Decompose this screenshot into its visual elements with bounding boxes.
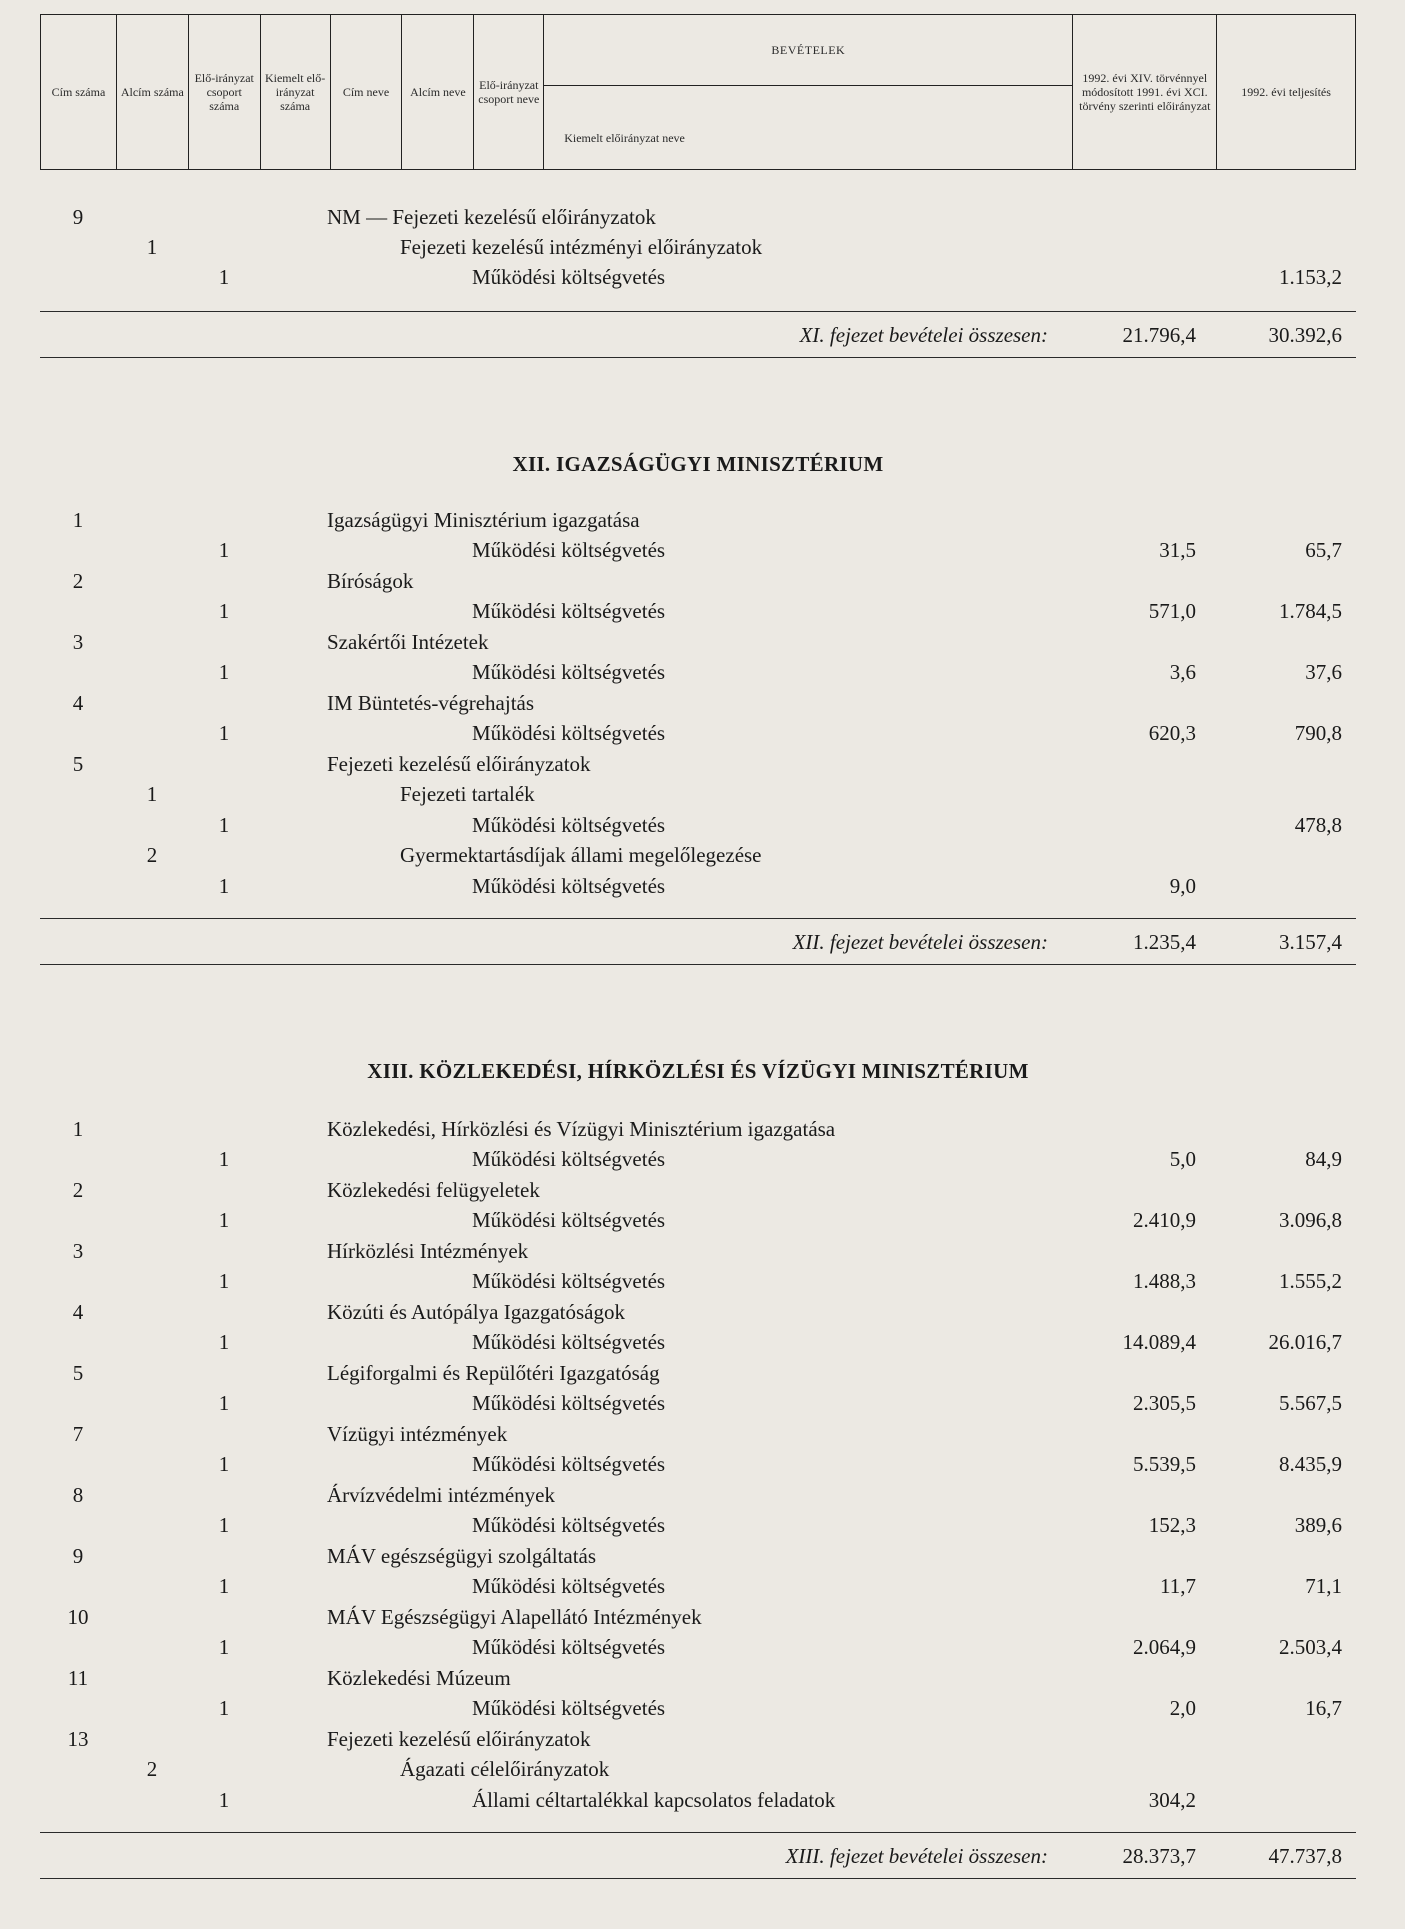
table-row xyxy=(40,840,1356,870)
cim-szama: 10 xyxy=(67,1605,89,1629)
csoport-szama: 1 xyxy=(218,1269,230,1293)
cim-szama: 3 xyxy=(72,630,84,654)
header-kiemelt-eloiranyzat-szama: Kiemelt elő-irányzat száma xyxy=(261,15,331,169)
total-eloiranyzat: 21.796,4 xyxy=(1122,323,1196,347)
row-name: Működési költségvetés xyxy=(472,813,666,837)
row-name: Működési költségvetés xyxy=(472,721,666,745)
row-name: Állami céltartalékkal kapcsolatos feladatok xyxy=(472,1788,836,1812)
table-row xyxy=(40,596,1356,626)
value-eloiranyzat: 5.539,5 xyxy=(1133,1452,1196,1476)
header-cim-neve: Cím neve xyxy=(331,15,403,169)
value-eloiranyzat: 3,6 xyxy=(1169,660,1196,684)
row-name: MÁV Egészségügyi Alapellátó Intézmények xyxy=(327,1605,702,1629)
value-eloiranyzat: 2.064,9 xyxy=(1133,1635,1196,1659)
row-name: Fejezeti kezelésű előirányzatok xyxy=(327,1727,591,1751)
divider xyxy=(40,1832,1356,1833)
row-name: Működési költségvetés xyxy=(472,1574,666,1598)
row-name: Működési költségvetés xyxy=(472,1208,666,1232)
row-name: Fejezeti kezelésű előirányzatok xyxy=(327,752,591,776)
value-teljesites: 26.016,7 xyxy=(1268,1330,1342,1354)
value-eloiranyzat: 1.488,3 xyxy=(1133,1269,1196,1293)
value-eloiranyzat: 304,2 xyxy=(1148,1788,1196,1812)
table-row xyxy=(40,1663,1356,1693)
table-row xyxy=(40,566,1356,596)
value-teljesites: 478,8 xyxy=(1294,813,1342,837)
value-eloiranyzat: 2.410,9 xyxy=(1133,1208,1196,1232)
csoport-szama: 1 xyxy=(218,660,230,684)
row-name: Működési költségvetés xyxy=(472,1635,666,1659)
row-name: Vízügyi intézmények xyxy=(327,1422,508,1446)
header-bevetelek-title: BEVÉTELEK xyxy=(544,15,1072,86)
row-name: Működési költségvetés xyxy=(472,1269,666,1293)
csoport-szama: 1 xyxy=(218,813,230,837)
cim-szama: 5 xyxy=(72,752,84,776)
table-row xyxy=(40,1236,1356,1266)
row-name: Működési költségvetés xyxy=(472,874,666,898)
value-eloiranyzat: 571,0 xyxy=(1148,599,1196,623)
table-row xyxy=(40,1541,1356,1571)
value-teljesites: 2.503,4 xyxy=(1279,1635,1342,1659)
table-row xyxy=(40,1602,1356,1632)
row-name: NM — Fejezeti kezelésű előirányzatok xyxy=(327,205,656,229)
divider xyxy=(40,1878,1356,1879)
value-teljesites: 84,9 xyxy=(1305,1147,1342,1171)
row-name: Működési költségvetés xyxy=(472,1513,666,1537)
total-teljesites: 47.737,8 xyxy=(1268,1844,1342,1868)
alcim-szama: 2 xyxy=(146,1757,158,1781)
csoport-szama: 1 xyxy=(218,538,230,562)
table-row xyxy=(40,871,1356,901)
row-name: Működési költségvetés xyxy=(472,1391,666,1415)
divider xyxy=(40,357,1356,358)
csoport-szama: 1 xyxy=(218,265,230,289)
csoport-szama: 1 xyxy=(218,1208,230,1232)
table-row xyxy=(40,810,1356,840)
cim-szama: 9 xyxy=(72,205,84,229)
table-row xyxy=(40,718,1356,748)
csoport-szama: 1 xyxy=(218,874,230,898)
csoport-szama: 1 xyxy=(218,1391,230,1415)
value-teljesites: 1.555,2 xyxy=(1279,1269,1342,1293)
table-row xyxy=(40,749,1356,779)
table-row xyxy=(40,1266,1356,1296)
value-teljesites: 1.153,2 xyxy=(1279,265,1342,289)
value-eloiranyzat: 11,7 xyxy=(1160,1574,1196,1598)
row-name: Közlekedési Múzeum xyxy=(327,1666,511,1690)
table-row xyxy=(40,1327,1356,1357)
row-name: Működési költségvetés xyxy=(472,660,666,684)
row-name: Működési költségvetés xyxy=(472,265,666,289)
header-alcim-neve: Alcím neve xyxy=(402,15,474,169)
row-name: Működési költségvetés xyxy=(472,538,666,562)
table-row xyxy=(40,1144,1356,1174)
cim-szama: 4 xyxy=(72,1300,84,1324)
total-label: XI. fejezet bevételei összesen: xyxy=(799,323,1048,347)
table-row xyxy=(40,1785,1356,1815)
value-eloiranyzat: 152,3 xyxy=(1148,1513,1196,1537)
value-eloiranyzat: 2.305,5 xyxy=(1133,1391,1196,1415)
table-row xyxy=(40,1419,1356,1449)
row-name: Közlekedési, Hírközlési és Vízügyi Minisztérium igazgatása xyxy=(327,1117,836,1141)
csoport-szama: 1 xyxy=(218,599,230,623)
value-teljesites: 8.435,9 xyxy=(1279,1452,1342,1476)
csoport-szama: 1 xyxy=(218,1452,230,1476)
header-kiemelt-eloiranyzat-neve: Kiemelt előirányzat neve xyxy=(564,131,685,145)
table-row xyxy=(40,657,1356,687)
table-row xyxy=(40,202,1356,232)
csoport-szama: 1 xyxy=(218,1147,230,1171)
row-name: Bíróságok xyxy=(327,569,414,593)
table-row xyxy=(40,232,1356,262)
total-row xyxy=(40,927,1356,957)
total-teljesites: 30.392,6 xyxy=(1268,323,1342,347)
row-name: Működési költségvetés xyxy=(472,1147,666,1171)
table-row xyxy=(40,1571,1356,1601)
table-row xyxy=(40,1480,1356,1510)
total-label: XIII. fejezet bevételei összesen: xyxy=(785,1844,1048,1868)
divider xyxy=(40,311,1356,312)
value-eloiranyzat: 2,0 xyxy=(1169,1696,1196,1720)
value-eloiranyzat: 31,5 xyxy=(1159,538,1196,562)
alcim-szama: 2 xyxy=(146,843,158,867)
cim-szama: 13 xyxy=(67,1727,89,1751)
alcim-szama: 1 xyxy=(146,235,158,259)
table-row xyxy=(40,1114,1356,1144)
section-title: XIII. KÖZLEKEDÉSI, HÍRKÖZLÉSI ÉS VÍZÜGYI MINISZTÉRIUM xyxy=(367,1059,1029,1083)
row-name: Gyermektartásdíjak állami megelőlegezése xyxy=(400,843,762,867)
row-name: Szakértői Intézetek xyxy=(327,630,489,654)
table-row xyxy=(40,1724,1356,1754)
row-name: Fejezeti tartalék xyxy=(400,782,535,806)
total-teljesites: 3.157,4 xyxy=(1279,930,1342,954)
alcim-szama: 1 xyxy=(146,782,158,806)
row-name: Árvízvédelmi intézmények xyxy=(327,1483,555,1507)
table-row xyxy=(40,627,1356,657)
value-eloiranyzat: 620,3 xyxy=(1148,721,1196,745)
cim-szama: 11 xyxy=(67,1666,89,1690)
csoport-szama: 1 xyxy=(218,721,230,745)
header-bevetelek xyxy=(544,15,1073,169)
table-row xyxy=(40,1693,1356,1723)
table-row xyxy=(40,1358,1356,1388)
row-name: Közúti és Autópálya Igazgatóságok xyxy=(327,1300,625,1324)
cim-szama: 4 xyxy=(72,691,84,715)
value-teljesites: 3.096,8 xyxy=(1279,1208,1342,1232)
table-row xyxy=(40,1388,1356,1418)
table-row xyxy=(40,535,1356,565)
row-name: Hírközlési Intézmények xyxy=(327,1239,529,1263)
table-row xyxy=(40,1632,1356,1662)
row-name: Légiforgalmi és Repülőtéri Igazgatóság xyxy=(327,1361,660,1385)
header-alcim-szama: Alcím száma xyxy=(117,15,189,169)
row-name: Közlekedési felügyeletek xyxy=(327,1178,540,1202)
table-row xyxy=(40,1754,1356,1784)
csoport-szama: 1 xyxy=(218,1696,230,1720)
table-row xyxy=(40,1510,1356,1540)
table-row xyxy=(40,1297,1356,1327)
cim-szama: 2 xyxy=(72,569,84,593)
total-row xyxy=(40,1841,1356,1871)
cim-szama: 2 xyxy=(72,1178,84,1202)
table-row xyxy=(40,1205,1356,1235)
csoport-szama: 1 xyxy=(218,1635,230,1659)
row-name: Működési költségvetés xyxy=(472,1330,666,1354)
table-row xyxy=(40,688,1356,718)
value-teljesites: 16,7 xyxy=(1305,1696,1342,1720)
cim-szama: 3 xyxy=(72,1239,84,1263)
cim-szama: 1 xyxy=(72,508,84,532)
section-title: XII. IGAZSÁGÜGYI MINISZTÉRIUM xyxy=(512,452,884,476)
value-eloiranyzat: 5,0 xyxy=(1169,1147,1196,1171)
row-name: Fejezeti kezelésű intézményi előirányzatok xyxy=(400,235,763,259)
header-teljesites-column: 1992. évi teljesítés xyxy=(1241,85,1331,99)
value-eloiranyzat: 14.089,4 xyxy=(1122,1330,1196,1354)
total-label: XII. fejezet bevételei összesen: xyxy=(792,930,1048,954)
header-eloiranyzat-csoport-neve: Elő-irányzat csoport neve xyxy=(474,15,544,169)
divider xyxy=(40,964,1356,965)
value-teljesites: 1.784,5 xyxy=(1279,599,1342,623)
row-name: MÁV egészségügyi szolgáltatás xyxy=(327,1544,597,1568)
row-name: Ágazati célelőirányzatok xyxy=(400,1757,610,1781)
table-header xyxy=(40,14,1356,170)
value-eloiranyzat: 9,0 xyxy=(1169,874,1196,898)
cim-szama: 9 xyxy=(72,1544,84,1568)
divider xyxy=(40,918,1356,919)
row-name: IM Büntetés-végrehajtás xyxy=(327,691,535,715)
table-row xyxy=(40,505,1356,535)
header-eloiranyzat-column: 1992. évi XIV. törvénnyel módosított 1991. évi XCI. törvény szerinti előirányzat xyxy=(1073,15,1217,169)
csoport-szama: 1 xyxy=(218,1574,230,1598)
total-eloiranyzat: 28.373,7 xyxy=(1122,1844,1196,1868)
csoport-szama: 1 xyxy=(218,1330,230,1354)
value-teljesites: 790,8 xyxy=(1294,721,1342,745)
value-teljesites: 389,6 xyxy=(1294,1513,1342,1537)
row-name: Működési költségvetés xyxy=(472,1452,666,1476)
csoport-szama: 1 xyxy=(218,1513,230,1537)
cim-szama: 5 xyxy=(72,1361,84,1385)
row-name: Működési költségvetés xyxy=(472,1696,666,1720)
total-eloiranyzat: 1.235,4 xyxy=(1133,930,1196,954)
csoport-szama: 1 xyxy=(218,1788,230,1812)
table-row xyxy=(40,779,1356,809)
row-name: Működési költségvetés xyxy=(472,599,666,623)
header-cim-szama: Cím száma xyxy=(41,15,117,169)
header-eloiranyzat-csoport-szama: Elő-irányzat csoport száma xyxy=(189,15,261,169)
value-teljesites: 37,6 xyxy=(1305,660,1342,684)
cim-szama: 7 xyxy=(72,1422,84,1446)
table-row xyxy=(40,1175,1356,1205)
table-row xyxy=(40,262,1356,292)
value-teljesites: 5.567,5 xyxy=(1279,1391,1342,1415)
cim-szama: 1 xyxy=(72,1117,84,1141)
row-name: Igazságügyi Minisztérium igazgatása xyxy=(327,508,640,532)
table-row xyxy=(40,1449,1356,1479)
value-teljesites: 71,1 xyxy=(1305,1574,1342,1598)
cim-szama: 8 xyxy=(72,1483,84,1507)
total-row xyxy=(40,320,1356,350)
value-teljesites: 65,7 xyxy=(1305,538,1342,562)
